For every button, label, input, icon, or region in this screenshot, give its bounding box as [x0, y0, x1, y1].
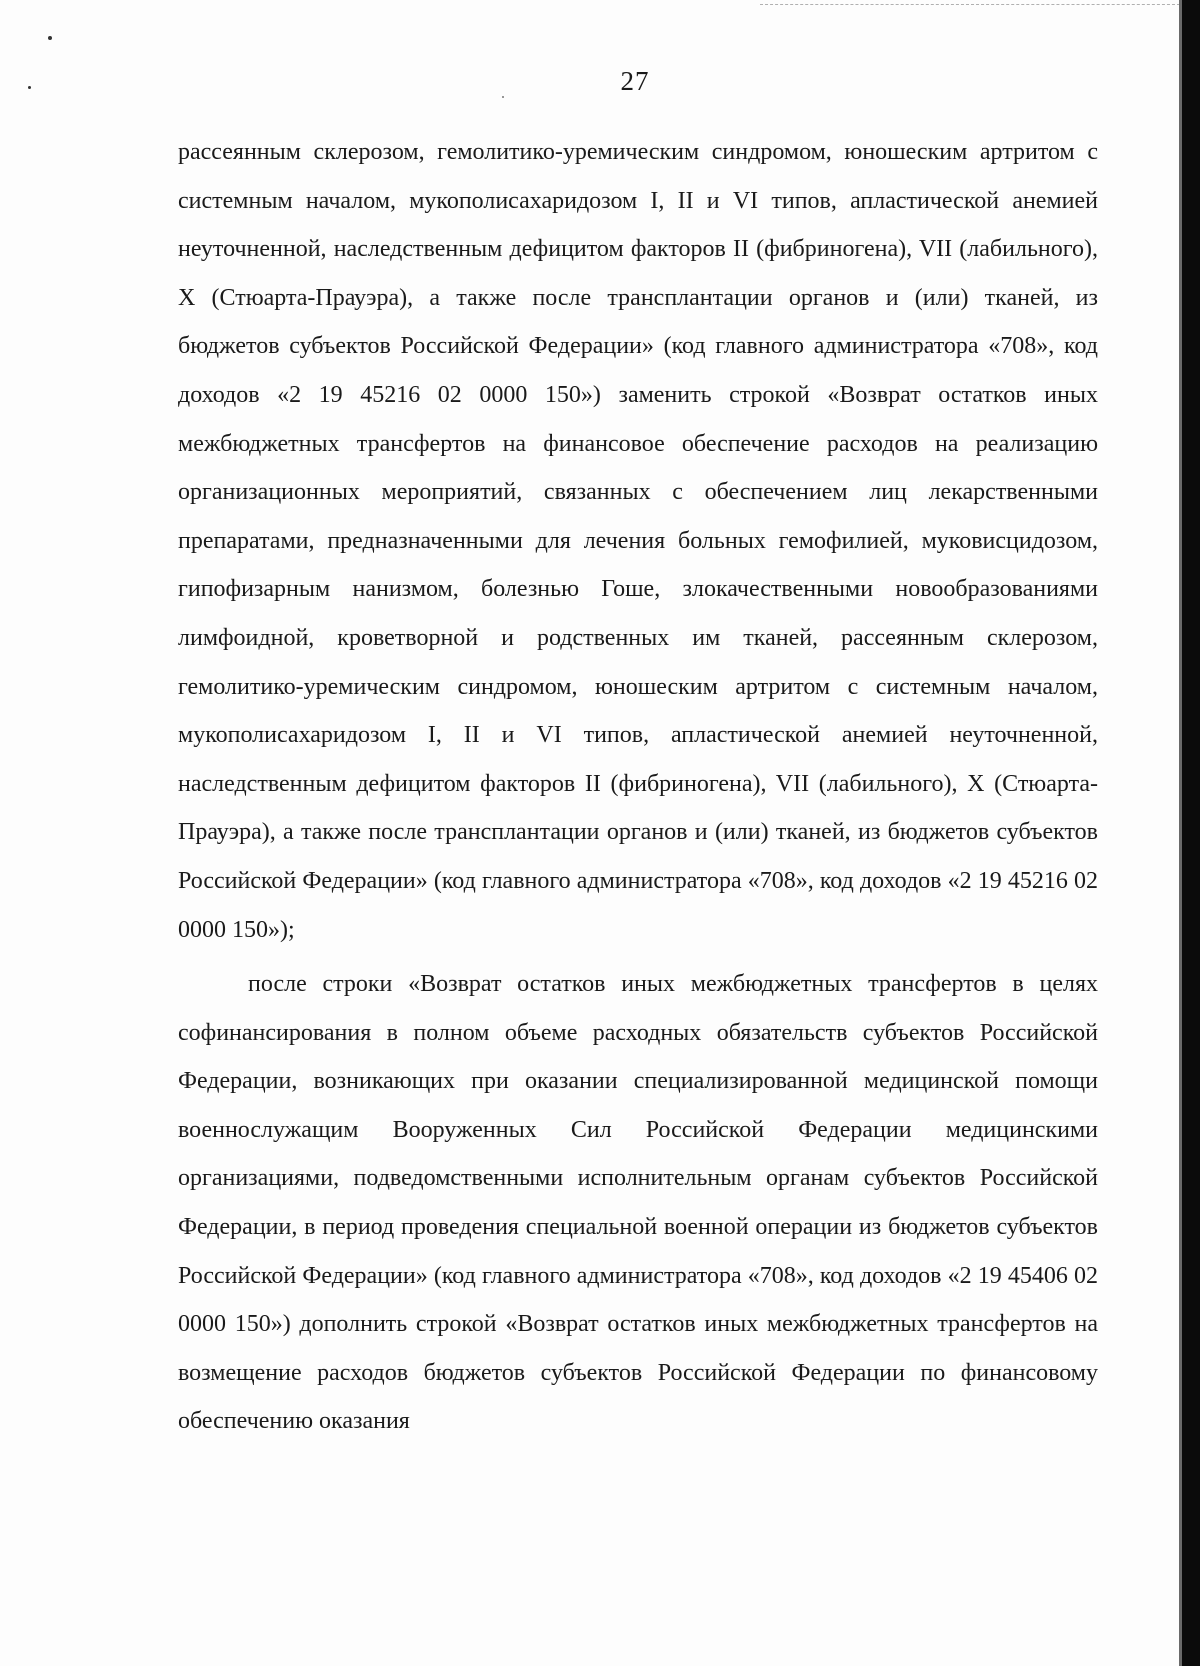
page-number: 27	[620, 66, 650, 96]
paragraph-indented: после строки «Возврат остатков иных межбюджетных трансфертов в целях софинансирования в полном объеме расходных обязательств субъектов Российской Федерации, возникающих при оказании специализированной медицинской помощи военнослужащим Вооруженных Сил Российской Федерации медицинскими организациями, подведомственными исполнительным органам субъектов Российской Федерации, в период проведения специальной военной операции из бюджетов субъектов Российской Федерации» (код главного администратора «708», код доходов «2 19 45406 02 0000 150») дополнить строкой «Возврат остатков иных межбюджетных трансфертов на возмещение расходов бюджетов субъектов Российской Федерации по финансовому обеспечению оказания	[178, 971, 1098, 1435]
scan-edge-strip	[1182, 0, 1200, 1666]
paragraph-continuation: рассеянным склерозом, гемолитико-уремическим синдромом, юношеским артритом с системным началом, мукополисахаридозом I, II и VI типов, апластической анемией неуточненной, наследственным дефицитом факторов II (фибриногена), VII (лабильного), X (Стюарта-Прауэра), а также после трансплантации органов и (или) тканей, из бюджетов субъектов Российской Федерации» (код главного администратора «708», код доходов «2 19 45216 02 0000 150») заменить строкой «Возврат остатков иных межбюджетных трансфертов на финансовое обеспечение расходов на реализацию организационных мероприятий, связанных с обеспечением лиц лекарственными препаратами, предназначенными для лечения больных гемофилией, муковисцидозом, гипофизарным нанизмом, болезнью Гоше, злокачественными новообразованиями лимфоидной, кроветворной и родственных им тканей, рассеянным склерозом, гемолитико-уремическим синдромом, юношеским артритом с системным началом, мукополисахаридозом I, II и VI типов, апластической анемией неуточненной, наследственным дефицитом факторов II (фибриногена), VII (лабильного), X (Стюарта-Прауэра), а также после трансплантации органов и (или) тканей, из бюджетов субъектов Российской Федерации» (код главного администратора «708», код доходов «2 19 45216 02 0000 150»);	[178, 139, 1098, 943]
scan-artifact-line	[760, 4, 1180, 6]
scan-speck	[48, 36, 52, 40]
document-body	[178, 128, 1098, 1446]
